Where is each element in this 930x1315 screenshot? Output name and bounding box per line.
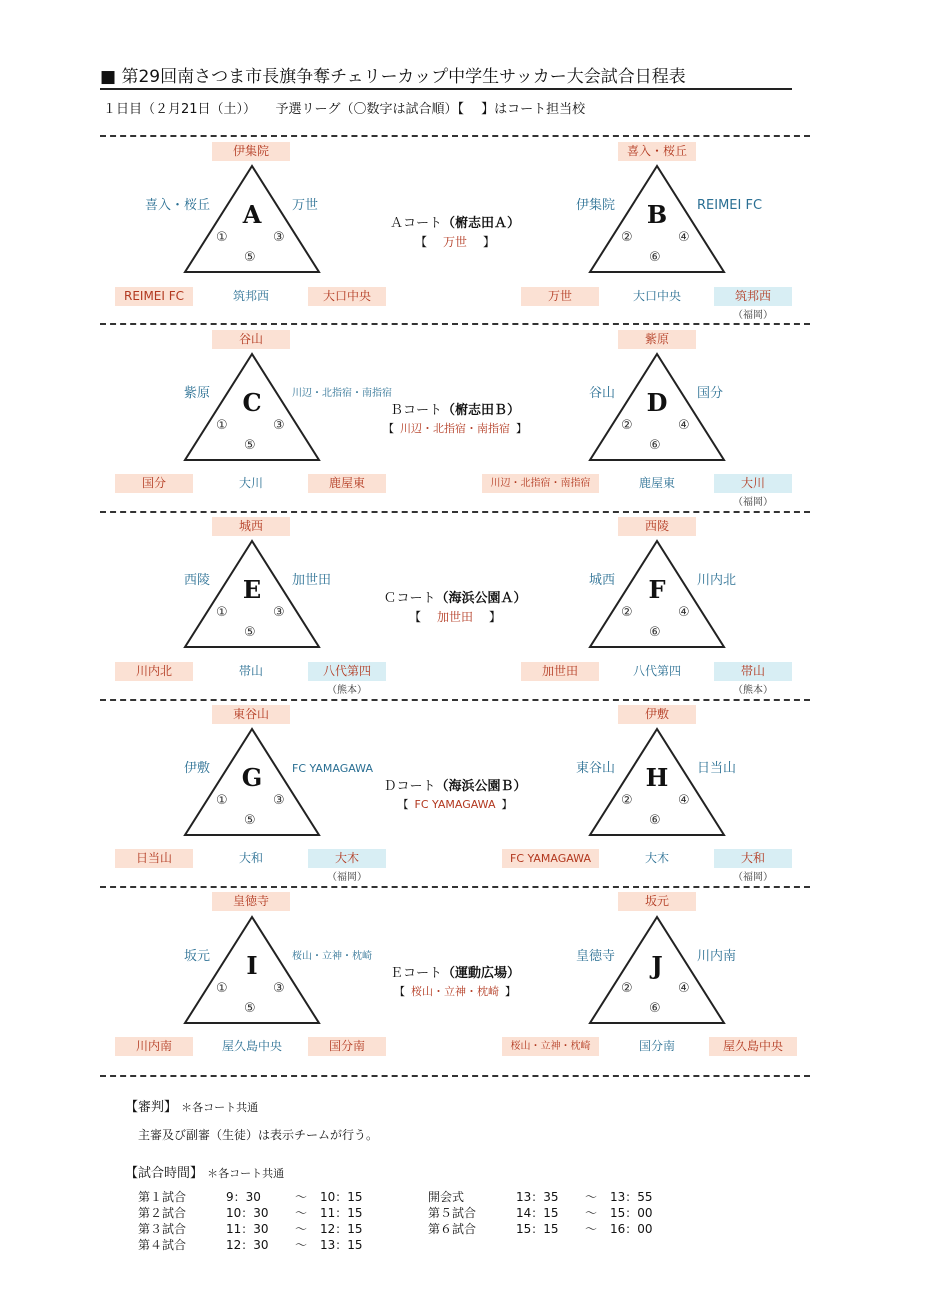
match-label: 第４試合 <box>138 1238 187 1252</box>
match-order: ⑤ <box>244 625 256 640</box>
match-label: 第５試合 <box>428 1206 477 1220</box>
group-bottom-right-team: 国分南 <box>308 1037 386 1056</box>
group-triangle <box>182 727 322 837</box>
bracket-close: 】 <box>501 798 513 811</box>
group-letter: H <box>645 763 669 792</box>
match-time-table-right <box>428 1189 653 1237</box>
page-title: ■ 第29回南さつま市長旗争奪チェリーカップ中学生サッカー大会試合日程表 <box>100 62 792 90</box>
end-time: 12：15 <box>320 1222 363 1236</box>
match-order: ③ <box>273 605 285 620</box>
group-top-team: 東谷山 <box>212 705 290 724</box>
bracket-open: 【 <box>408 610 421 624</box>
group-right-team: 川内南 <box>697 949 737 964</box>
court-b-label <box>355 402 555 438</box>
prefecture-note: （熊本） <box>733 685 773 696</box>
section-heading: 【試合時間】 <box>125 1166 204 1181</box>
divider <box>100 886 810 888</box>
group-triangle <box>587 352 727 462</box>
match-label: 第１試合 <box>138 1190 187 1204</box>
match-order: ⑤ <box>244 250 256 265</box>
prefecture-note: （福岡） <box>327 872 367 883</box>
group-bottom-left-team: FC YAMAGAWA <box>502 849 599 868</box>
start-time: 11：30 <box>226 1222 269 1236</box>
match-order: ③ <box>273 793 285 808</box>
group-letter: D <box>646 388 668 417</box>
court-host-school: 桜山・立神・枕崎 <box>411 985 499 998</box>
group-bottom-left-team: 桜山・立神・枕崎 <box>502 1037 599 1056</box>
time-row <box>428 1189 653 1205</box>
match-order: ④ <box>678 981 690 996</box>
bracket-open: 【 <box>414 235 427 249</box>
start-time: 9：30 <box>226 1190 261 1204</box>
court-venue: （海浜公園Ａ） <box>435 591 527 606</box>
group-bottom-left-team: 川内北 <box>115 662 193 681</box>
prefecture-note: （福岡） <box>733 497 773 508</box>
match-order: ⑥ <box>649 625 661 640</box>
match-order: ② <box>621 981 633 996</box>
group-triangle <box>182 352 322 462</box>
group-bottom-middle-team: 大木 <box>644 851 669 865</box>
court-prefix: Ａコート <box>389 216 442 231</box>
court-host-school: FC YAMAGAWA <box>414 798 496 811</box>
group-left-team: 西陵 <box>183 573 210 588</box>
tilde: ～ <box>294 1238 307 1252</box>
bracket-close: 】 <box>483 235 496 249</box>
group-bottom-right-team: 屋久島中央 <box>709 1037 797 1056</box>
divider <box>100 135 810 137</box>
match-order: ② <box>621 418 633 433</box>
group-bottom-left-team: 国分 <box>115 474 193 493</box>
match-order: ④ <box>678 230 690 245</box>
group-right-team: 万世 <box>292 198 319 213</box>
group-bottom-middle-team: 屋久島中央 <box>221 1039 282 1053</box>
match-label: 開会式 <box>428 1190 465 1204</box>
tilde: ～ <box>294 1206 307 1220</box>
time-row <box>428 1221 653 1237</box>
group-bottom-right-team: 大川 <box>714 474 792 493</box>
group-left-team: 伊集院 <box>575 198 615 213</box>
group-right-team: 日当山 <box>697 761 737 776</box>
group-right-team: REIMEI FC <box>697 198 763 213</box>
time-row <box>428 1205 653 1221</box>
start-time: 14：15 <box>516 1206 559 1220</box>
group-left-team: 喜入・桜丘 <box>144 198 210 213</box>
match-order: ④ <box>678 793 690 808</box>
section-heading: 【審判】 <box>125 1100 178 1115</box>
bracket-close: 】 <box>505 985 516 998</box>
group-bottom-middle-team: 大和 <box>238 851 263 865</box>
match-label: 第２試合 <box>138 1206 187 1220</box>
match-order: ② <box>621 605 633 620</box>
end-time: 10：15 <box>320 1190 363 1204</box>
group-triangle <box>182 164 322 274</box>
group-top-team: 皇徳寺 <box>212 892 290 911</box>
group-bottom-middle-team: 筑邦西 <box>232 289 269 303</box>
time-row <box>138 1237 363 1253</box>
group-top-team: 紫原 <box>618 330 696 349</box>
group-letter: C <box>242 388 262 417</box>
end-time: 13：55 <box>610 1190 653 1204</box>
time-row <box>138 1221 363 1237</box>
group-bottom-left-team: 日当山 <box>115 849 193 868</box>
match-order: ⑥ <box>649 438 661 453</box>
divider <box>100 323 810 325</box>
group-triangle <box>182 539 322 649</box>
referee-text: 主審及び副審（生徒）は表示チームが行う。 <box>138 1128 379 1142</box>
section-note: ＊各コート共通 <box>207 1167 285 1180</box>
group-letter: G <box>241 763 263 792</box>
group-triangle <box>587 539 727 649</box>
match-order: ⑤ <box>244 1001 256 1016</box>
match-order: ⑥ <box>649 1001 661 1016</box>
page-subtitle: １日目（２月21日（土）） 予選リーグ（〇数字は試合順）【 】はコート担当校 <box>103 102 586 117</box>
tilde: ～ <box>584 1222 597 1236</box>
end-time: 15：00 <box>610 1206 653 1220</box>
group-triangle <box>587 915 727 1025</box>
group-letter: J <box>651 951 663 980</box>
group-top-team: 西陵 <box>618 517 696 536</box>
group-right-team: FC YAMAGAWA <box>292 762 373 775</box>
court-d-label <box>355 778 555 814</box>
bracket-open: 【 <box>383 422 394 435</box>
tilde: ～ <box>584 1206 597 1220</box>
match-order: ④ <box>678 418 690 433</box>
group-triangle <box>587 727 727 837</box>
group-bottom-left-team: REIMEI FC <box>115 287 193 306</box>
group-left-team: 谷山 <box>588 386 615 401</box>
group-bottom-left-team: 加世田 <box>521 662 599 681</box>
group-left-team: 坂元 <box>183 949 210 964</box>
time-row <box>138 1205 363 1221</box>
tilde: ～ <box>584 1190 597 1204</box>
divider <box>100 699 810 701</box>
match-label: 第６試合 <box>428 1222 477 1236</box>
court-host-school: 万世 <box>442 235 467 249</box>
group-right-team: 桜山・立神・枕崎 <box>292 951 372 962</box>
divider <box>100 511 810 513</box>
court-a-label <box>355 215 555 251</box>
group-bottom-right-team: 大和 <box>714 849 792 868</box>
divider <box>100 1075 810 1077</box>
group-left-team: 東谷山 <box>575 761 615 776</box>
group-bottom-middle-team: 帯山 <box>238 664 263 678</box>
match-order: ③ <box>273 418 285 433</box>
bracket-close: 】 <box>489 610 502 624</box>
match-order: ⑤ <box>244 438 256 453</box>
match-order: ① <box>216 793 228 808</box>
court-host-school: 加世田 <box>436 610 473 624</box>
group-bottom-left-team: 川辺・北指宿・南指宿 <box>482 474 599 493</box>
time-row <box>138 1189 363 1205</box>
end-time: 11：15 <box>320 1206 363 1220</box>
group-left-team: 皇徳寺 <box>575 949 615 964</box>
start-time: 15：15 <box>516 1222 559 1236</box>
court-venue: （椨志田Ｂ） <box>442 403 521 418</box>
court-host-school: 川辺・北指宿・南指宿 <box>400 422 510 435</box>
group-bottom-right-team: 帯山 <box>714 662 792 681</box>
group-letter: E <box>242 575 262 604</box>
group-right-team: 加世田 <box>292 573 332 588</box>
start-time: 10：30 <box>226 1206 269 1220</box>
court-prefix: Ｄコート <box>383 779 436 794</box>
start-time: 13：35 <box>516 1190 559 1204</box>
group-bottom-right-team: 大口中央 <box>308 287 386 306</box>
group-left-team: 紫原 <box>183 386 210 401</box>
section-note: ＊各コート共通 <box>181 1101 259 1114</box>
bracket-open: 【 <box>397 798 409 811</box>
group-letter: A <box>242 200 262 229</box>
match-order: ① <box>216 981 228 996</box>
group-right-team: 国分 <box>697 386 724 401</box>
group-letter: B <box>646 200 668 229</box>
match-order: ① <box>216 605 228 620</box>
match-order: ⑥ <box>649 250 661 265</box>
bracket-open: 【 <box>394 985 405 998</box>
court-c-label <box>355 590 555 626</box>
end-time: 13：15 <box>320 1238 363 1252</box>
match-order: ③ <box>273 230 285 245</box>
match-order: ① <box>216 418 228 433</box>
group-letter: I <box>246 951 258 980</box>
referee-heading <box>125 1096 258 1115</box>
prefecture-note: （福岡） <box>733 310 773 321</box>
start-time: 12：30 <box>226 1238 269 1252</box>
match-label: 第３試合 <box>138 1222 187 1236</box>
group-top-team: 坂元 <box>618 892 696 911</box>
court-venue: （海浜公園Ｂ） <box>435 779 527 794</box>
group-bottom-left-team: 川内南 <box>115 1037 193 1056</box>
tilde: ～ <box>294 1222 307 1236</box>
group-right-team: 川辺・北指宿・南指宿 <box>292 388 392 399</box>
match-order: ④ <box>678 605 690 620</box>
group-triangle <box>182 915 322 1025</box>
group-top-team: 城西 <box>212 517 290 536</box>
group-top-team: 伊集院 <box>212 142 290 161</box>
group-left-team: 伊敷 <box>183 761 210 776</box>
court-venue: （椨志田Ａ） <box>442 216 521 231</box>
group-bottom-middle-team: 大口中央 <box>632 289 681 303</box>
group-bottom-middle-team: 大川 <box>238 476 263 490</box>
match-order: ② <box>621 230 633 245</box>
match-time-table-left <box>138 1189 363 1253</box>
group-bottom-right-team: 鹿屋東 <box>308 474 386 493</box>
court-prefix: Ｅコート <box>389 966 442 981</box>
group-bottom-right-team: 大木 <box>308 849 386 868</box>
match-order: ⑤ <box>244 813 256 828</box>
group-top-team: 伊敷 <box>618 705 696 724</box>
bracket-close: 】 <box>516 422 527 435</box>
court-prefix: Ｂコート <box>389 403 442 418</box>
match-order: ① <box>216 230 228 245</box>
court-prefix: Ｃコート <box>383 591 436 606</box>
match-order: ③ <box>273 981 285 996</box>
match-order: ⑥ <box>649 813 661 828</box>
group-bottom-middle-team: 国分南 <box>638 1039 675 1053</box>
group-bottom-right-team: 筑邦西 <box>714 287 792 306</box>
prefecture-note: （福岡） <box>733 872 773 883</box>
tilde: ～ <box>294 1190 307 1204</box>
match-time-heading <box>125 1162 284 1181</box>
group-bottom-left-team: 万世 <box>521 287 599 306</box>
match-order: ② <box>621 793 633 808</box>
group-bottom-middle-team: 八代第四 <box>632 664 681 678</box>
group-letter: F <box>648 575 666 604</box>
court-venue: （運動広場） <box>442 966 521 981</box>
prefecture-note: （熊本） <box>327 685 367 696</box>
group-left-team: 城西 <box>588 573 615 588</box>
group-top-team: 喜入・桜丘 <box>618 142 696 161</box>
group-bottom-right-team: 八代第四 <box>308 662 386 681</box>
group-triangle <box>587 164 727 274</box>
group-bottom-middle-team: 鹿屋東 <box>638 476 675 490</box>
group-top-team: 谷山 <box>212 330 290 349</box>
group-right-team: 川内北 <box>697 573 737 588</box>
end-time: 16：00 <box>610 1222 653 1236</box>
court-e-label <box>355 965 555 1001</box>
